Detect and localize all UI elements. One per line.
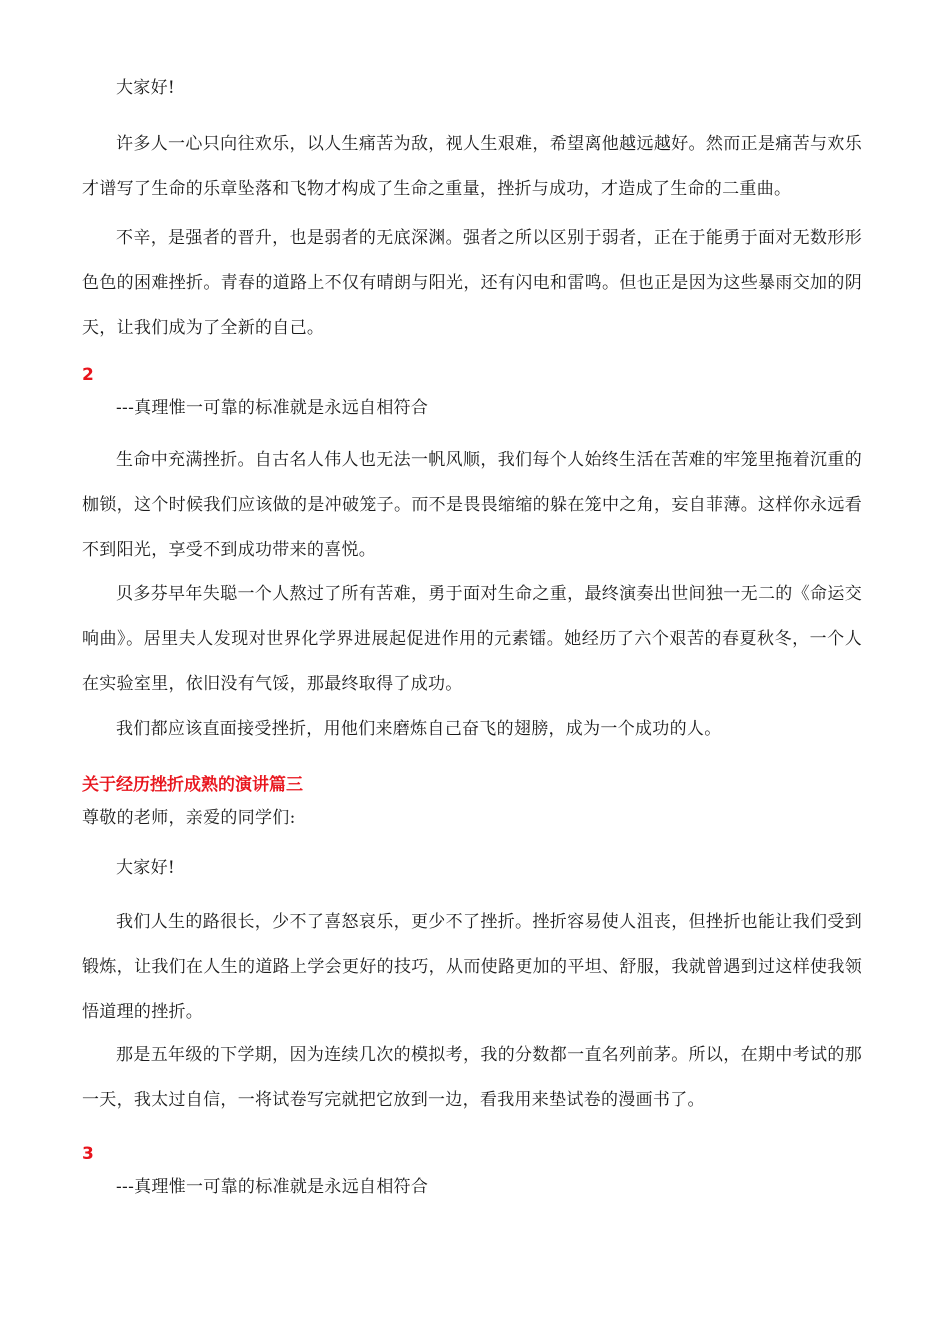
body-paragraph: 不辛，是强者的晋升，也是弱者的无底深渊。强者之所以区别于弱者，正在于能勇于面对无数形形色色的困难挫折。青春的道路上不仅有晴朗与阳光，还有闪电和雷鸣。但也正是因为这些暴雨交加的阴天，让我们成为了全新的自己。 (82, 228, 862, 338)
section-title: 关于经历挫折成熟的演讲篇三 (82, 775, 303, 795)
greeting: 大家好! (116, 78, 176, 98)
body-paragraph: 许多人一心只向往欢乐，以人生痛苦为敌，视人生艰难，希望离他越远越好。然而正是痛苦与欢乐才谱写了生命的乐章坠落和飞物才构成了生命之重量，挫折与成功，才造成了生命的二重曲。 (82, 134, 862, 199)
page-marker: 3 (82, 1144, 94, 1164)
body-paragraph: 那是五年级的下学期，因为连续几次的模拟考，我的分数都一直名列前茅。所以，在期中考试的那一天，我太过自信，一将试卷写完就把它放到一边，看我用来垫试卷的漫画书了。 (82, 1045, 862, 1110)
greeting: 大家好! (116, 858, 176, 878)
body-paragraph: 我们都应该直面接受挫折，用他们来磨炼自己奋飞的翅膀，成为一个成功的人。 (116, 719, 722, 739)
body-paragraph: 生命中充满挫折。自古名人伟人也无法一帆风顺，我们每个人始终生活在苦难的牢笼里拖着沉重的枷锁，这个时候我们应该做的是冲破笼子。而不是畏畏缩缩的躲在笼中之角，妄自菲薄。这样你永远看不到阳光，享受不到成功带来的喜悦。 (82, 450, 862, 560)
page-marker: 2 (82, 365, 94, 385)
body-paragraph: 我们人生的路很长，少不了喜怒哀乐，更少不了挫折。挫折容易使人沮丧，但挫折也能让我们受到锻炼，让我们在人生的道路上学会更好的技巧，从而使路更加的平坦、舒服，我就曾遇到过这样使我领悟道理的挫折。 (82, 912, 862, 1022)
salutation: 尊敬的老师，亲爱的同学们: (82, 808, 296, 828)
body-paragraph: 贝多芬早年失聪一个人熬过了所有苦难，勇于面对生命之重，最终演奏出世间独一无二的《命运交响曲》。居里夫人发现对世界化学界进展起促进作用的元素镭。她经历了六个艰苦的春夏秋冬，一个人在实验室里，依旧没有气馁，那最终取得了成功。 (82, 584, 862, 694)
motto-quote: ---真理惟一可靠的标准就是永远自相符合 (116, 398, 429, 418)
motto-quote: ---真理惟一可靠的标准就是永远自相符合 (116, 1177, 429, 1197)
